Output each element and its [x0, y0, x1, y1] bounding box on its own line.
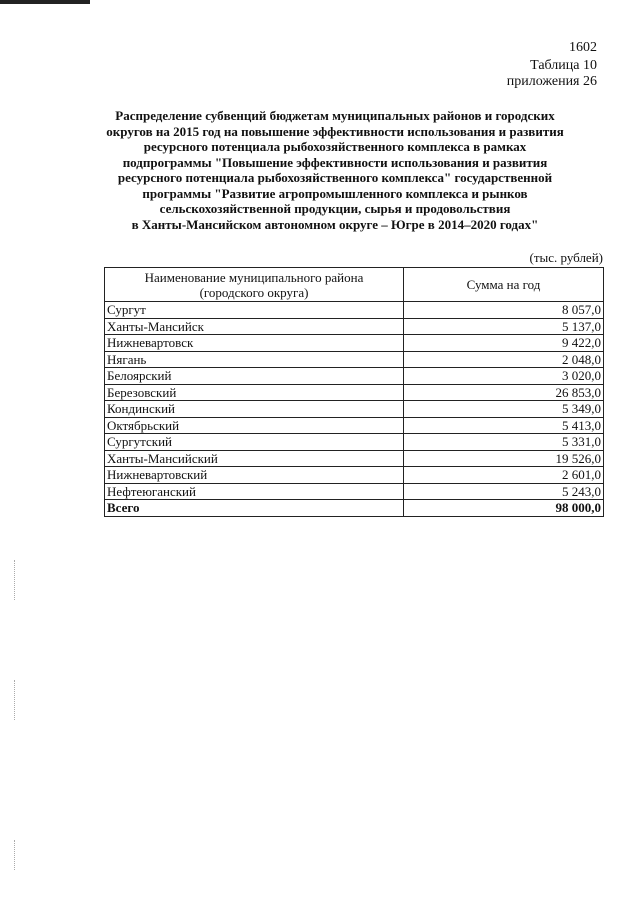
total-amount: 98 000,0 — [404, 500, 604, 517]
municipality-name: Нягань — [105, 351, 404, 368]
units-label: (тыс. рублей) — [529, 250, 603, 265]
municipality-name: Ханты-Мансийск — [105, 318, 404, 335]
subsidy-table — [104, 267, 604, 517]
title-line: ресурсного потенциала рыбохозяйственного комплекса" государственной — [117, 170, 553, 185]
municipality-name: Белоярский — [105, 368, 404, 385]
table-row — [105, 302, 604, 319]
title-line: округов на 2015 год на повышение эффективности использования и развития — [106, 123, 564, 139]
table-row — [105, 384, 604, 401]
table-row — [105, 401, 604, 418]
title-line: подпрограммы "Повышение эффективности использования и развития — [122, 154, 548, 170]
amount-cell: 19 526,0 — [404, 450, 604, 467]
municipality-name: Сургутский — [105, 434, 404, 451]
amount-cell: 5 349,0 — [404, 401, 604, 418]
table-ref-line: Таблица 10 — [530, 58, 597, 73]
table-header-row — [105, 268, 604, 302]
table-row — [105, 417, 604, 434]
amount-cell: 2 048,0 — [404, 351, 604, 368]
municipality-name: Октябрьский — [105, 417, 404, 434]
amount-cell: 8 057,0 — [404, 302, 604, 319]
table-row — [105, 483, 604, 500]
amount-cell: 2 601,0 — [404, 467, 604, 484]
title-line: сельскохозяйственной продукции, сырья и продовольствия — [159, 201, 511, 216]
municipality-name: Сургут — [105, 302, 404, 319]
title-line: ресурсного потенциала рыбохозяйственного комплекса в рамках — [143, 139, 527, 154]
total-label: Всего — [105, 500, 404, 517]
document-title — [95, 108, 575, 232]
margin-artifact — [14, 840, 17, 870]
column-header-name — [105, 268, 404, 302]
appendix-ref-line: приложения 26 — [506, 74, 597, 89]
column-header-amount: Сумма на год — [404, 268, 604, 302]
table-row — [105, 467, 604, 484]
margin-artifact — [14, 680, 17, 720]
table-row — [105, 318, 604, 335]
municipality-name: Кондинский — [105, 401, 404, 418]
amount-cell: 5 413,0 — [404, 417, 604, 434]
amount-cell: 5 331,0 — [404, 434, 604, 451]
table-reference — [507, 58, 597, 90]
table-row — [105, 450, 604, 467]
title-line: Распределение субвенций бюджетам муниципальных районов и городских — [115, 108, 555, 123]
page-number: 1602 — [569, 40, 597, 55]
column-header-line: (городского округа) — [199, 284, 309, 300]
amount-cell: 9 422,0 — [404, 335, 604, 352]
amount-cell: 3 020,0 — [404, 368, 604, 385]
title-line: программы "Развитие агропромышленного комплекса и рынков — [142, 185, 528, 201]
municipality-name: Ханты-Мансийский — [105, 450, 404, 467]
municipality-name: Нефтеюганский — [105, 483, 404, 500]
municipality-name: Березовский — [105, 384, 404, 401]
amount-cell: 26 853,0 — [404, 384, 604, 401]
table-total-row — [105, 500, 604, 517]
column-header-line: Наименование муниципального района — [144, 269, 364, 285]
table-row — [105, 368, 604, 385]
margin-artifact — [14, 560, 17, 600]
municipality-name: Нижневартовск — [105, 335, 404, 352]
amount-cell: 5 243,0 — [404, 483, 604, 500]
municipality-name: Нижневартовский — [105, 467, 404, 484]
amount-cell: 5 137,0 — [404, 318, 604, 335]
title-line: в Ханты-Мансийском автономном округе – Югре в 2014–2020 годах" — [131, 216, 539, 232]
table-row — [105, 351, 604, 368]
table-row — [105, 335, 604, 352]
scan-edge-mark — [0, 0, 90, 4]
table-row — [105, 434, 604, 451]
